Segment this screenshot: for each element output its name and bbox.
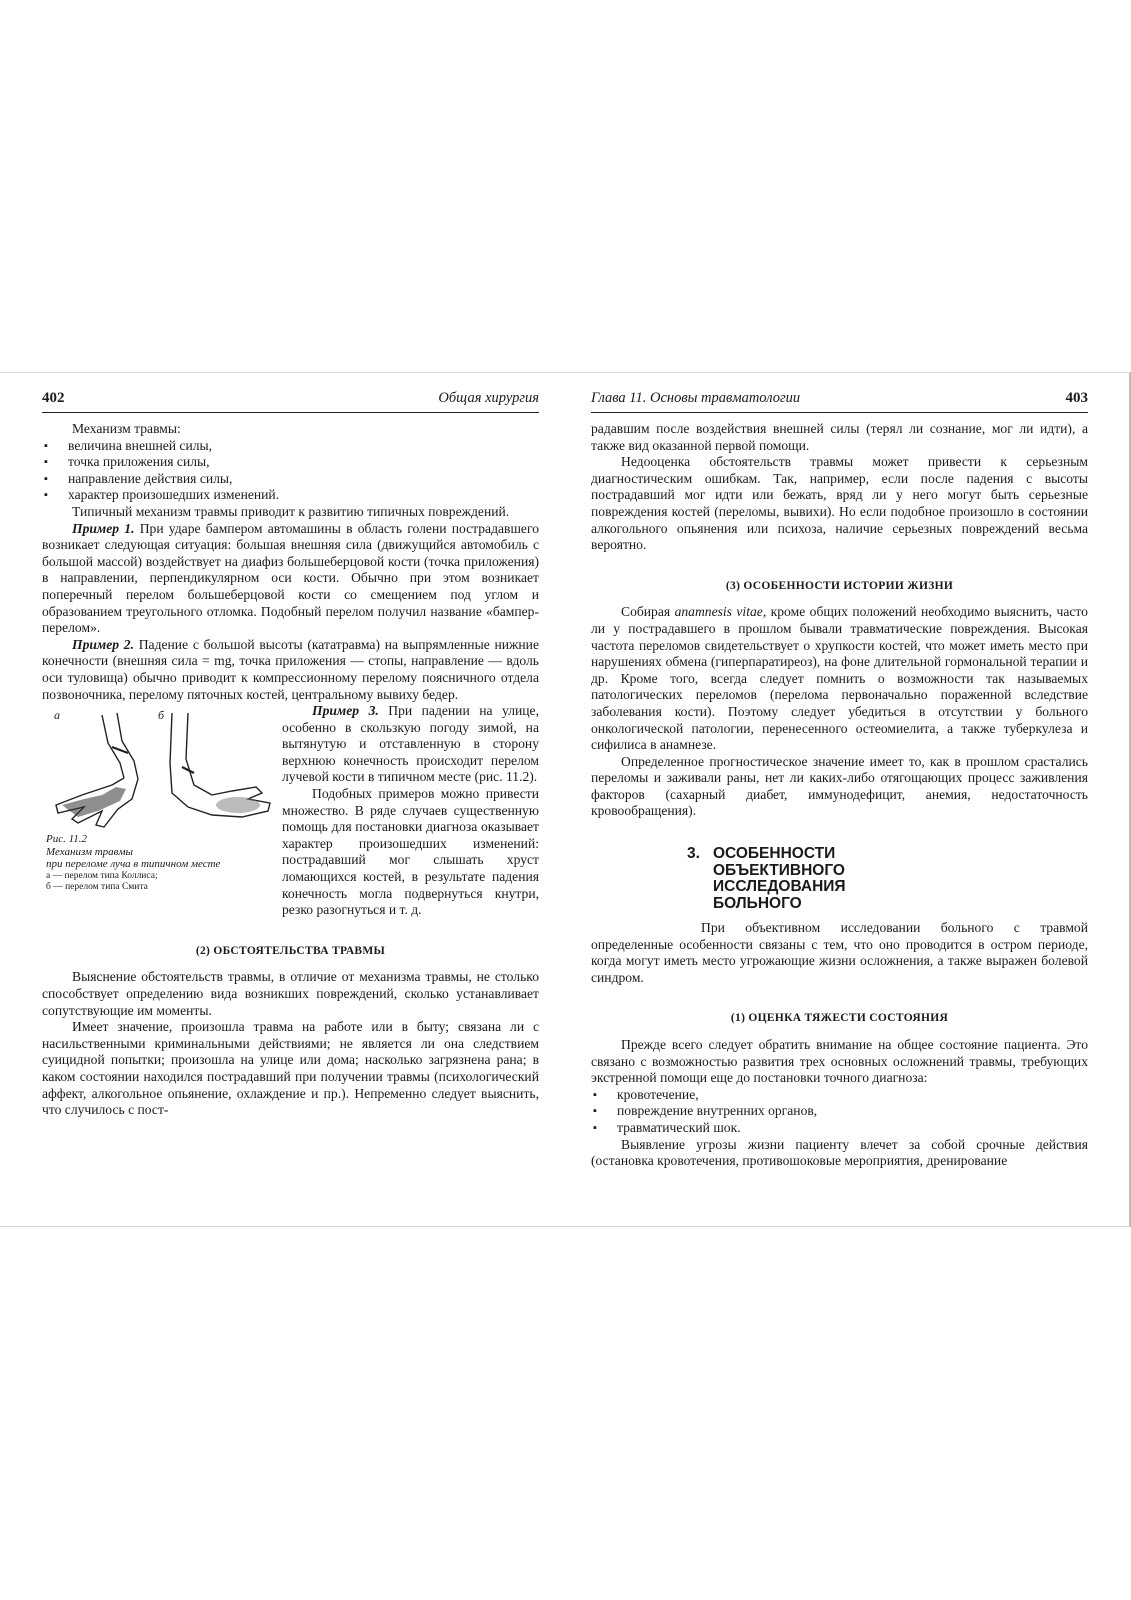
chapter-section-number: 3. [687,845,700,863]
list-item: ▪ направление действия силы, [68,471,539,488]
example-1-paragraph [42,521,539,637]
section-2-paragraph-2: Имеет значение, произошла травма на работе или в быту; связана ли с насильственными криминальными действиями; не является ли она следствием суицидной попытки; произошла на улице или дома; насколько загрязнена рана; в каком состоянии находился пострадавший при получении травмы (психологический аффект, алкогольное опьянение, охлаждение и пр.). Непременно следует выяснить, что случилось с пост- [42,1019,539,1118]
mechanism-list [42,438,539,504]
list-item: ▪ повреждение внутренних органов, [617,1103,1088,1120]
right-page-body [591,421,1088,1170]
example-3-paragraph [282,703,539,786]
right-running-title: Глава 11. Основы травматологии [591,390,801,406]
list-item: ▪ величина внешней силы, [68,438,539,455]
subsection-1-heading: (1) ОЦЕНКА ТЯЖЕСТИ СОСТОЯНИЯ [730,1012,949,1025]
chapter-section-title-line: ОБЪЕКТИВНОГО [713,861,845,879]
figure-label-b: б [158,708,165,723]
section-2-paragraph-1: Выяснение обстоятельств травмы, в отличие от механизма травмы, не столько способствует определению вида возникших повреждений, сколько устанавливает сопутствующие им моменты. [42,969,539,1018]
caption-title-line2: при переломе луча в типичном месте [46,858,221,871]
section-2-heading: (2) ОБСТОЯТЕЛЬСТВА ТРАВМЫ [195,944,386,957]
chapter-section-title-line: БОЛЬНОГО [713,894,802,912]
caption-legend-a: а — перелом типа Коллиса; [46,870,158,881]
right-page [591,390,1088,1170]
figure-caption [46,833,220,893]
anamnesis-lead: Собирая [621,604,675,620]
list-item: ▪ кровотечение, [617,1087,1088,1104]
prognostic-paragraph: Определенное прогностическое значение имеет то, как в прошлом срастались переломы и заживали раны, нет ли каких-либо отягощающих процесс заживления факторов (сахарный диабет, иммунодефицит, анемия, недостаточность кровообращения). [591,753,1088,819]
example-3-label: Пример 3. [312,703,379,719]
typical-mechanism-paragraph: Типичный механизм травмы приводит к развитию типичных повреждений. [72,503,510,519]
example-2-paragraph [42,637,539,703]
threat-paragraph: Выявление угрозы жизни пациенту влечет за собой срочные действия (остановка кровотечения, противошоковые мероприятия, дренирование [591,1136,1088,1169]
list-item: ▪ точка приложения силы, [68,454,539,471]
figure-side-text [282,703,539,919]
complications-list [591,1087,1088,1137]
figure-label-a: а [54,708,60,723]
figure-11-2 [42,703,282,918]
example-2-text: Падение с большой высоты (кататравма) на выпрямленные нижние конечности (внешняя сила = mg, точка приложения — стопы, направление — вдоль оси туловища) обычно приводит к компрессионному перелому поясничного отдела позвоночника, перелому пяточных костей, центральному вывиху бедер. [42,636,539,702]
chapter-section-title [713,846,846,912]
chapter-section-heading [687,846,1088,912]
example-1-label: Пример 1. [72,520,135,536]
many-examples-paragraph: Подобных примеров можно привести множество. В ряде случаев существенную помощь для постановки диагноза оказывает характер произошедших изменений: пострадавший мог слышать хруст ломающихся костей, в результате падения конечность могла подвернуться кнутри, резко разогнуться и т. д. [282,786,539,918]
right-page-number: 403 [1065,390,1088,406]
left-running-title: Общая хирургия [438,390,539,406]
example-3-text: При падении на улице, особенно в скользкую погоду зимой, на вытянутую и отставленную в сторону верхнюю конечность происходит перелом лучевой кости в типичном месте (рис. 11.2). [282,703,539,785]
mechanism-intro: Механизм травмы: [72,421,181,436]
caption-title-line1: Механизм травмы [46,845,133,858]
figure-row [42,703,539,919]
anamnesis-paragraph [591,604,1088,753]
list-item: ▪ травматический шок. [617,1120,1088,1137]
left-page [42,390,539,1119]
anamnesis-term: anamnesis vitae, [674,604,767,620]
chapter-section-title-line: ИССЛЕДОВАНИЯ [713,878,846,896]
left-page-number: 402 [42,390,65,406]
example-1-text: При ударе бампером автомашины в область голени пострадавшего возникает следующая ситуация: большая внешняя сила (движущийся автомобиль с большой массой) воздействует на диафиз большеберцовой кости (точка приложения) в направлении, перпендикулярном оси кости. Обычно при этом возникает поперечный перелом большеберцовой кости со смещением под углом и образованием треугольного отломка. Подобный перелом получил название «бампер-перелом». [42,520,539,636]
caption-legend-b: б — перелом типа Смита [46,881,148,892]
anamnesis-rest: кроме общих положений необходимо выяснить, часто ли у пострадавшего в прошлом бывали травматические повреждения. Высокая частота переломов свидетельствует о хрупкости костей, что может иметь место при нарушениях обмена (гиперпаратиреоз), на фоне длительной гормональной терапии и др. Кроме того, всегда следует помнить о возможности так называемых патологических переломов (перелома первоначально пораженной вследствие заболевания кости). Поэтому следует убедиться в отсутствии у больного онкологической патологии, перенесенного остеомиелита, а также туберкулеза и сифилиса в анамнезе. [591,604,1088,753]
left-page-body [42,421,539,1119]
left-running-head [42,390,539,413]
objective-paragraph: При объективном исследовании больного с травмой определенные особенности связаны с тем, что оно проводится в остром периоде, когда могут иметь место угрожающие жизни осложнения, а также выражен болевой синдром. [591,920,1088,985]
example-2-label: Пример 2. [72,636,134,652]
section-3-heading: (3) ОСОБЕННОСТИ ИСТОРИИ ЖИЗНИ [725,579,954,592]
underestimate-paragraph: Недооценка обстоятельств травмы может привести к серьезным диагностическим ошибкам. Так, например, если после падения с высоты пострадавший мог идти или бежать, вряд ли у него могут быть серьезные повреждения костей (переломы, вывихи). Но если подобное произошло в состоянии алкогольного опьянения или психоза, наличие серьезных повреждений весьма вероятно. [591,454,1088,553]
chapter-section-title-line: ОСОБЕННОСТИ [713,845,836,863]
right-running-head [591,390,1088,413]
list-item: ▪ характер произошедших изменений. [68,487,539,504]
severity-paragraph: Прежде всего следует обратить внимание на общее состояние пациента. Это связано с возможностью развития трех основных осложнений травмы, требующих экстренной помощи еще до постановки точного диагноза: [591,1037,1088,1086]
caption-number: Рис. 11.2 [46,833,88,846]
continuation-paragraph: радавшим после воздействия внешней силы (терял ли сознание, мог ли идти), а также вид оказанной первой помощи. [591,421,1088,453]
